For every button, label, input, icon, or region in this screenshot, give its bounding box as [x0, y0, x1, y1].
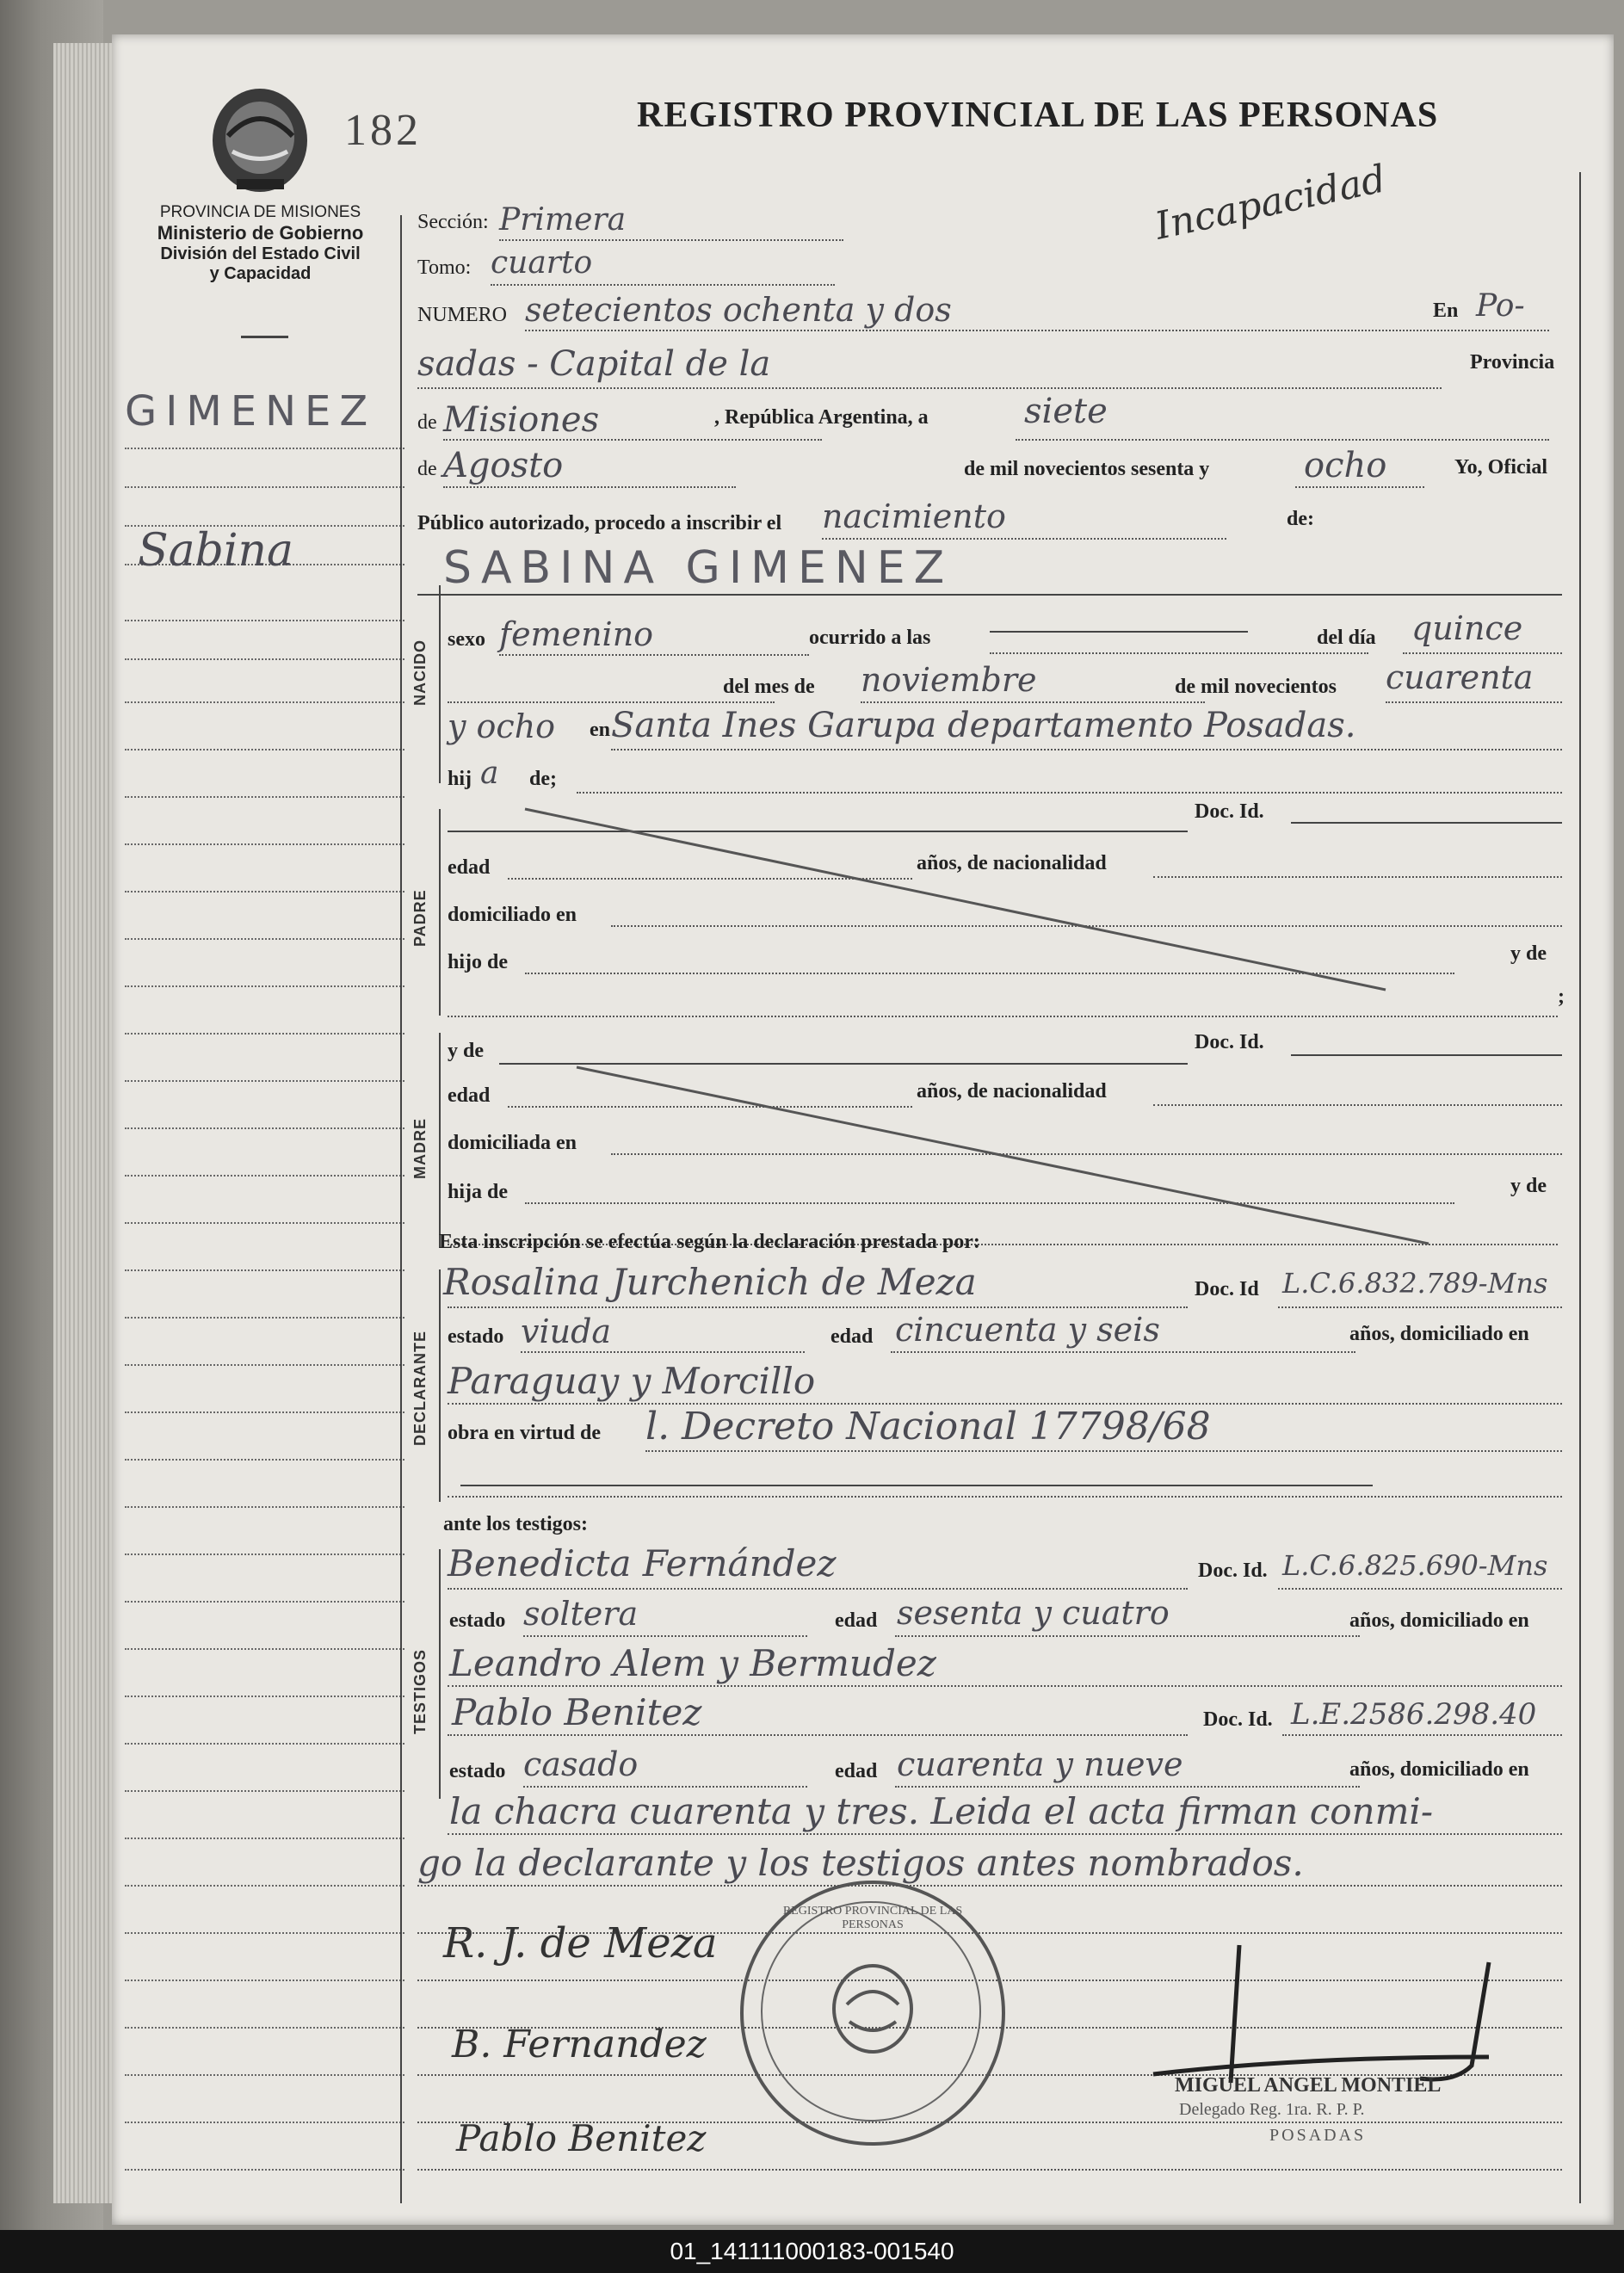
field-line	[448, 1306, 1188, 1308]
declarante-domicilio-value: Paraguay y Morcillo	[448, 1360, 816, 1402]
tomo-label: Tomo:	[417, 256, 472, 279]
seccion-label: Sección:	[417, 211, 489, 233]
provincia-value: Misiones	[443, 400, 600, 440]
testigo2-edad-label: edad	[835, 1760, 878, 1782]
de-colon-label: de:	[1287, 508, 1314, 530]
hij-de-label: de;	[529, 768, 557, 790]
testigo1-domicilio-value: Leandro Alem y Bermudez	[449, 1642, 936, 1684]
full-name-value: SABINA GIMENEZ	[443, 542, 954, 594]
declarante-name-value: Rosalina Jurchenich de Meza	[443, 1261, 977, 1303]
line2-value: sadas - Capital de la	[417, 344, 771, 384]
testigo1-doc-label: Doc. Id.	[1198, 1560, 1268, 1582]
dia-value: siete	[1024, 392, 1108, 431]
numero-value: setecientos ochenta y dos	[525, 291, 952, 329]
seccion-value: Primera	[499, 202, 627, 238]
declarante-edad-value: cincuenta y seis	[895, 1311, 1160, 1349]
official-name: MIGUEL ANGEL MONTIEL	[1175, 2074, 1442, 2097]
padre-hijo-label: hijo de	[448, 951, 509, 973]
madre-domicilio-label: domiciliada en	[448, 1132, 577, 1154]
madre-yde-label: y de	[448, 1040, 484, 1062]
madre-hija-label: hija de	[448, 1181, 509, 1203]
field-line	[895, 1786, 1360, 1788]
lugar-value: Santa Ines Garupa departamento Posadas.	[611, 706, 1356, 745]
de-label: de	[417, 411, 437, 434]
testigo1-edad-value: sesenta y cuatro	[897, 1594, 1170, 1632]
testigo1-estado-label: estado	[449, 1609, 506, 1632]
field-line	[448, 1496, 1562, 1498]
padre-semicolon: ;	[1558, 985, 1565, 1008]
page-title: REGISTRO PROVINCIAL DE LAS PERSONAS	[637, 96, 1439, 135]
ocurrido-label: ocurrido a las	[809, 627, 931, 649]
field-line	[448, 1833, 1562, 1835]
sexo-value: femenino	[499, 615, 654, 653]
numero-label: NUMERO	[417, 304, 508, 326]
margin-given-name: Sabina	[138, 525, 294, 577]
section-bracket	[439, 1549, 441, 1799]
signature-declarante: R. J. de Meza	[443, 1919, 718, 1967]
agency-line: Ministerio de Gobierno	[157, 222, 364, 244]
anio-value: ocho	[1304, 446, 1387, 485]
nacido-section-label: NACIDO	[411, 639, 429, 706]
top-annotation: Incapacidad	[1151, 157, 1390, 249]
field-line	[645, 1450, 1562, 1452]
anio-nacimiento-value: cuarenta	[1386, 658, 1534, 696]
declarante-obra-label: obra en virtud de	[448, 1422, 602, 1444]
declarante-doc-label: Doc. Id	[1195, 1278, 1259, 1300]
padre-doc-label: Doc. Id.	[1195, 800, 1264, 823]
testigo2-domicilio-label: años, domiciliado en	[1349, 1758, 1529, 1781]
publico-label: Público autorizado, procedo a inscribir el	[417, 512, 782, 534]
field-line	[448, 1588, 1188, 1590]
testigos-intro: ante los testigos:	[443, 1513, 588, 1535]
field-line	[1282, 1734, 1562, 1736]
en-value: Po-	[1476, 288, 1525, 324]
field-line	[1278, 1306, 1562, 1308]
en-label: en	[590, 719, 610, 741]
mes-nacimiento-value: noviembre	[861, 661, 1037, 699]
official-stamp	[740, 1881, 1005, 2146]
closing-line-1: la chacra cuarenta y tres. Leida el acta firman conmi-	[449, 1790, 1434, 1832]
field-line	[448, 1734, 1188, 1736]
declarante-edad-label: edad	[831, 1325, 874, 1348]
anio-label: de mil novecientos sesenta y	[964, 458, 1210, 480]
folio-number: 182	[344, 106, 422, 155]
field-line	[523, 1635, 807, 1637]
field-line	[895, 1635, 1360, 1637]
testigo2-edad-value: cuarenta y nueve	[897, 1745, 1183, 1783]
field-line	[521, 1351, 805, 1353]
madre-yde2-label: y de	[1510, 1175, 1547, 1197]
hij-value: a	[480, 756, 499, 791]
declarante-section-label: DECLARANTE	[411, 1331, 429, 1446]
official-city: POSADAS	[1269, 2126, 1367, 2145]
yo-oficial-label: Yo, Oficial	[1454, 456, 1547, 479]
dia-nacimiento-value: quince	[1411, 609, 1523, 647]
en-label: En	[1433, 300, 1459, 322]
field-line	[1278, 1588, 1562, 1590]
field-line	[448, 1685, 1562, 1687]
declarante-obra-value: l. Decreto Nacional 17798/68	[645, 1405, 1211, 1448]
testigo2-name-value: Pablo Benitez	[452, 1691, 702, 1733]
official-title: Delegado Reg. 1ra. R. P. P.	[1179, 2100, 1365, 2119]
de2-label: de	[417, 458, 437, 480]
madre-edad-label: edad	[448, 1084, 491, 1107]
testigo2-estado-label: estado	[449, 1760, 506, 1782]
agency-line: División del Estado Civil	[160, 244, 361, 263]
stamp-seal-icon	[825, 1961, 920, 2056]
del-dia-label: del día	[1317, 627, 1376, 649]
madre-doc-label: Doc. Id.	[1195, 1031, 1264, 1053]
testigo1-edad-label: edad	[835, 1609, 878, 1632]
register-page	[112, 34, 1614, 2225]
declarante-estado-value: viuda	[521, 1313, 612, 1350]
padre-domicilio-label: domiciliado en	[448, 904, 577, 926]
padre-nacionalidad-label: años, de nacionalidad	[917, 852, 1107, 874]
signature-testigo-1: B. Fernandez	[452, 2023, 707, 2066]
declarante-domicilio-label: años, domiciliado en	[1349, 1323, 1529, 1345]
struck-line	[460, 1485, 1373, 1486]
field-line	[417, 1885, 1562, 1887]
agency-line: y Capacidad	[209, 264, 312, 283]
field-line	[523, 1786, 807, 1788]
mil-label: de mil novecientos	[1175, 676, 1337, 698]
tomo-value: cuarto	[491, 245, 593, 281]
testigo2-doc-label: Doc. Id.	[1203, 1708, 1273, 1731]
madre-section-label: MADRE	[411, 1118, 429, 1179]
acto-value: nacimiento	[822, 497, 1006, 535]
declarante-intro: Esta inscripción se efectúa según la declaración prestada por:	[439, 1231, 980, 1253]
closing-line-2: go la declarante y los testigos antes nombrados.	[417, 1842, 1304, 1884]
testigo2-estado-value: casado	[523, 1745, 639, 1783]
signature-testigo-2: Pablo Benitez	[456, 2117, 707, 2159]
mes-value: Agosto	[443, 446, 564, 485]
section-bracket	[439, 1269, 441, 1502]
declarante-doc-value: L.C.6.832.789-Mns	[1282, 1267, 1548, 1300]
del-mes-label: del mes de	[723, 676, 815, 698]
testigo2-doc-value: L.E.2586.298.40	[1291, 1697, 1537, 1732]
sexo-label: sexo	[448, 628, 485, 651]
testigo1-domicilio-label: años, domiciliado en	[1349, 1609, 1529, 1632]
field-line	[417, 2169, 1562, 2171]
hij-label: hij	[448, 768, 472, 790]
margin-surname: GIMENEZ	[125, 387, 377, 435]
republica-label: , República Argentina, a	[714, 406, 929, 429]
testigo1-estado-value: soltera	[523, 1595, 639, 1633]
agency-line: PROVINCIA DE MISIONES	[159, 203, 361, 221]
testigo1-doc-value: L.C.6.825.690-Mns	[1282, 1549, 1548, 1582]
declarante-estado-label: estado	[448, 1325, 504, 1348]
testigo1-name-value: Benedicta Fernández	[448, 1542, 837, 1584]
madre-nacionalidad-label: años, de nacionalidad	[917, 1080, 1107, 1103]
testigos-section-label: TESTIGOS	[411, 1648, 429, 1734]
padre-edad-label: edad	[448, 856, 491, 879]
stamp-text: REGISTRO PROVINCIAL DE LAS PERSONAS	[782, 1905, 963, 1931]
padre-yde-label: y de	[1510, 942, 1547, 965]
image-id-caption: 01_141111000183-001540	[670, 2238, 954, 2264]
field-line	[891, 1351, 1355, 1353]
provincia-label: Provincia	[1470, 351, 1555, 374]
padre-section-label: PADRE	[411, 889, 429, 947]
anio-nacimiento-value-2: y ocho	[448, 707, 556, 745]
